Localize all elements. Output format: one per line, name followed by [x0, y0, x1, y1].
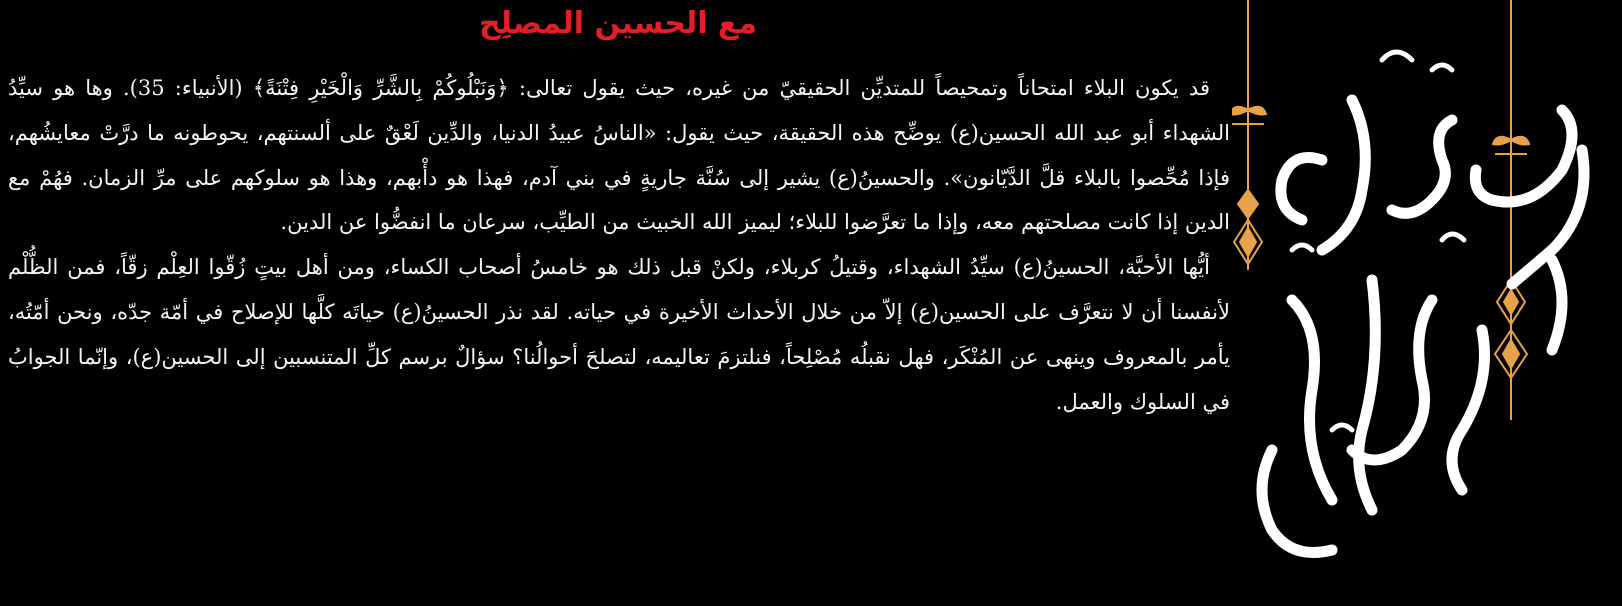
- hanging-ornament-right: [1493, 0, 1529, 420]
- paragraph-1: قد يكون البلاء امتحاناً وتمحيصاً للمتديِّن الحقيقيّ من غيره، حيث يقول تعالى: ﴿وَنَبْلُوكُمْ بِالشَّرِّ وَالْخَيْرِ فِتْنَةً﴾ (الأنبياء: 35). وها هو سيِّدُ الشهداء أبو عبد الله الحسين(ع) يوضِّح هذه الحقيقة، حيث يقول: «الناسُ عبيدُ الدنيا، والدِّين لَعْقٌ على ألسنتهم، يحوطونه ما درَّتْ معايشُهم، فإذا مُحِّصوا بالبلاء قلَّ الدَّيّانون». والحسينُ(ع) يشير إلى سُنَّة جاريةٍ في بني آدم، فهذا هو دأْبهم، وهذا هو سلوكهم على مرِّ الزمان. فهُمْ مع الدين إذا كانت مصلحتهم معه، وإذا ما تعرَّضوا للبلاء؛ ليميز الله الخبيث من الطيِّب، سرعان ما انفضُّوا عن الدين.: [8, 76, 1230, 235]
- hanging-ornament-left: [1232, 0, 1266, 270]
- article-body: [8, 66, 1230, 424]
- paragraph-2: أيُّها الأحبَّة، الحسينُ(ع) سيِّدُ الشهداء، وقتيلُ كربلاء، ولكنْ قبل ذلك هو خامسُ أصحاب الكساء، ومن أهل بيتٍ زُقّوا العِلْم زقّاً، فمن الظُّلْم لأنفسنا أن لا نتعرَّف على الحسين(ع) إلاّ من خلال الأحداث الأخيرة في حياته. لقد نذر الحسينُ(ع) حياتَه كلَّها للإصلاح في أمّة جدّه، ونحن أمّتُه، يأمر بالمعروف وينهى عن المُنْكَر، فهل نقبلُه مُصْلِحاً، فنلتزمَ تعاليمه، لتصلحَ أحوالُنا؟ سؤالٌ برسم كلِّ المتنسبين إلى الحسين(ع)، وإنّما الجوابُ في السلوك والعمل.: [8, 255, 1230, 414]
- calligraphy-artwork: [1232, 0, 1622, 606]
- article-title: مع الحسين المصلِح: [479, 6, 757, 41]
- calligraphy-strokes: [1262, 100, 1584, 553]
